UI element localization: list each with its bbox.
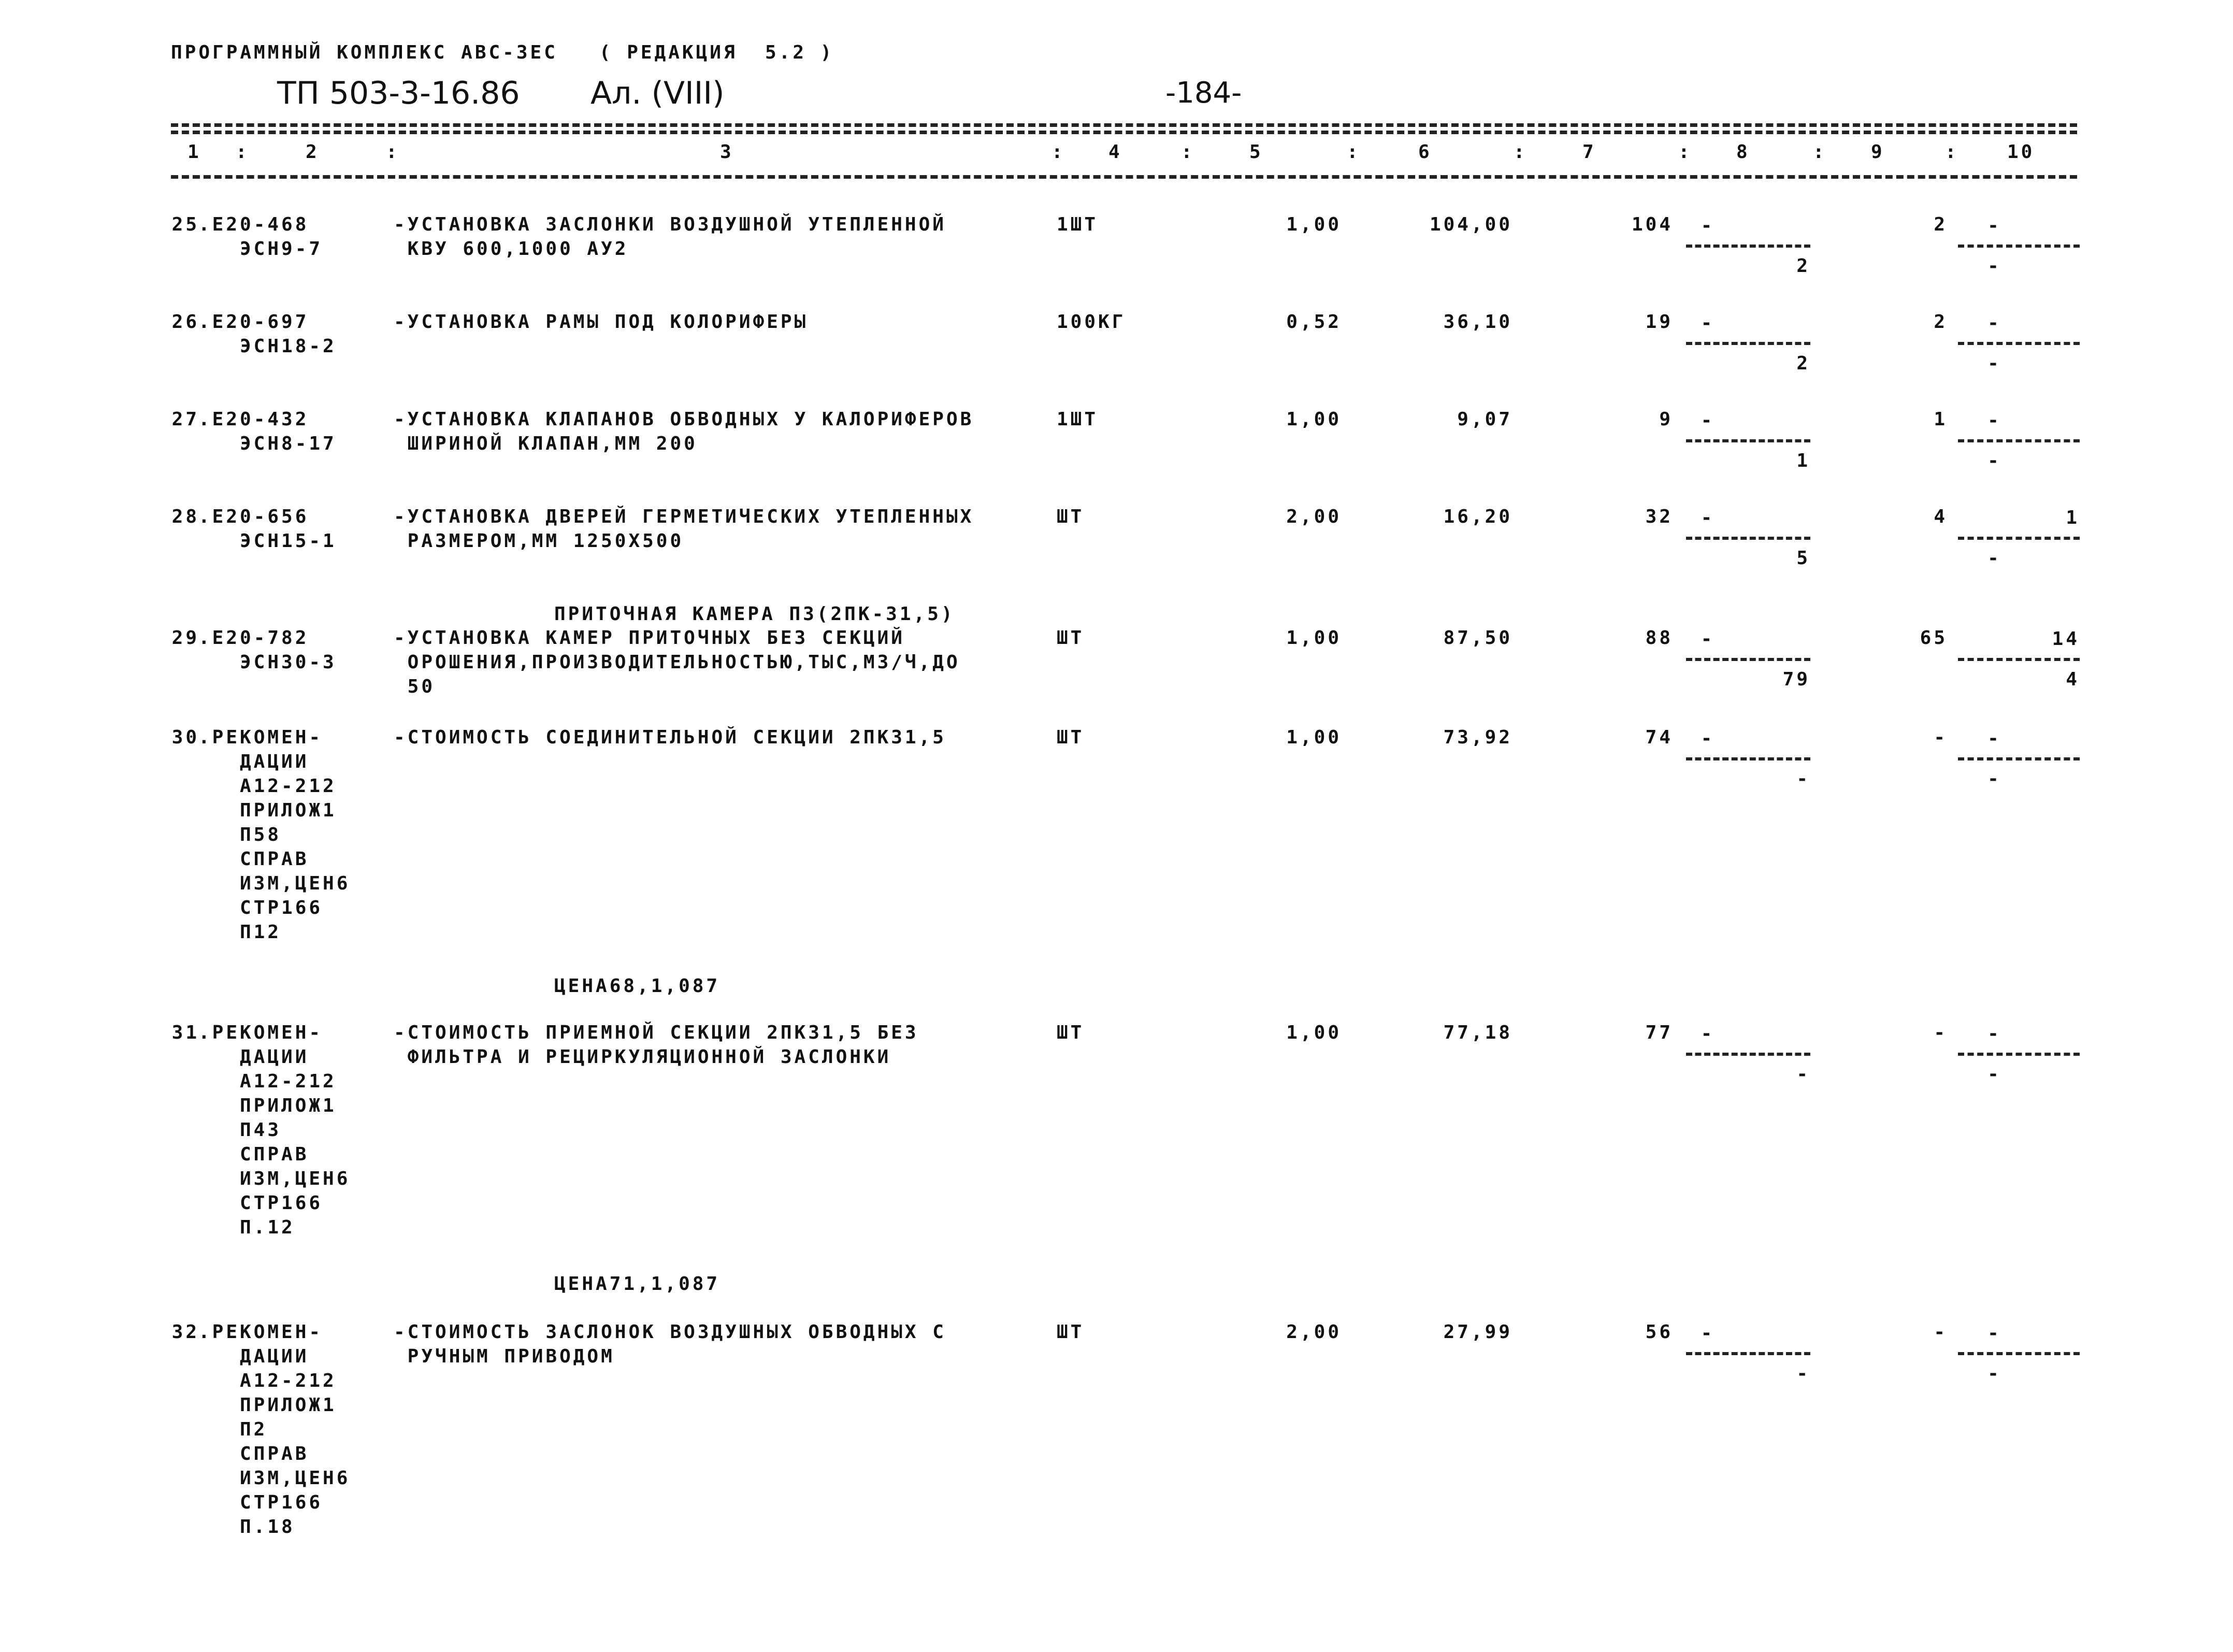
col10-denominator: - [1987,255,2001,277]
norm-code-line: .Е20-697 [198,311,309,333]
norm-code-line: П58 [240,824,282,845]
norm-code-line: СПРАВ [240,1443,309,1464]
unit-of-measure: ШТ [1057,727,1085,748]
col10-fraction-line [1958,439,2080,442]
total-cost: 19 [1645,311,1673,333]
row-number: 28 [171,506,199,527]
col8-denominator: 79 [1782,669,1810,690]
work-description-line: ШИРИНОЙ КЛАПАН,ММ 200 [394,433,698,454]
norm-code-line: .Е20-432 [198,409,309,430]
col-header-1: 1 [188,141,201,163]
unit-of-measure: ШТ [1057,627,1085,649]
col8-numerator: - [1701,215,1715,236]
col8-fraction-line [1686,757,1810,760]
quantity: 1,00 [1286,1022,1342,1043]
norm-code-line: А12-212 [240,1071,337,1092]
col8-denominator: - [1796,1064,1810,1085]
col-header-6: 6 [1418,141,1432,163]
col-separator: : [1051,141,1065,163]
quantity: 1,00 [1286,727,1342,748]
col-separator: : [386,141,400,163]
doc-code: ТП 503-3-16.86 [277,75,520,111]
col10-numerator: - [1987,410,2001,431]
col8-fraction-line [1686,245,1810,248]
unit-price: 77,18 [1443,1022,1512,1043]
col-header-4: 4 [1108,141,1122,163]
col10-denominator: - [1987,353,2001,374]
col10-fraction-line [1958,537,2080,540]
unit-price: 87,50 [1443,627,1512,649]
col8-fraction-line [1686,1053,1810,1056]
work-description-line: -УСТАНОВКА КЛАПАНОВ ОБВОДНЫХ У КАЛОРИФЕРОВ [394,409,974,430]
col10-numerator: - [1987,1023,2001,1044]
row-number: 31 [171,1022,199,1043]
col9-value: - [1934,727,1948,748]
col9-value: 65 [1920,627,1948,649]
norm-code-line: .Е20-782 [198,627,309,649]
unit-price: 16,20 [1443,506,1512,527]
norm-code-line: П12 [240,922,282,943]
work-description-line: -СТОИМОСТЬ СОЕДИНИТЕЛЬНОЙ СЕКЦИИ 2ПК31,5 [394,727,946,748]
total-cost: 9 [1659,409,1673,430]
price-footnote: ЦЕНА71,1,087 [554,1273,721,1295]
row-number: 29 [171,627,199,649]
norm-code-line: ПРИЛОЖ1 [240,1095,337,1116]
unit-of-measure: ШТ [1057,1321,1085,1343]
col8-denominator: 2 [1796,255,1810,277]
norm-code-line: П2 [240,1419,268,1440]
norm-code-line: А12-212 [240,775,337,797]
page-number: -184- [1165,76,1242,110]
col8-numerator: - [1701,1023,1715,1044]
col10-denominator: 4 [2066,669,2080,690]
col-header-8: 8 [1736,141,1750,163]
norm-code-line: СПРАВ [240,849,309,870]
row-number: 26 [171,311,199,333]
quantity: 1,00 [1286,409,1342,430]
col-header-10: 10 [2007,141,2035,163]
norm-code-line: ЭСН8-17 [240,433,337,454]
col10-numerator: - [1987,728,2001,749]
col10-fraction-line [1958,1352,2080,1355]
col8-numerator: - [1701,1323,1715,1344]
col8-denominator: 1 [1796,450,1810,471]
unit-of-measure: ШТ [1057,1022,1085,1043]
norm-code-line: ИЗМ,ЦЕН6 [240,873,351,894]
program-line: ПРОГРАММНЫЙ КОМПЛЕКС АВС-3ЕС ( РЕДАКЦИЯ 5.2 ) [171,42,834,63]
col10-fraction-line [1958,1053,2080,1056]
header-bottom-rule [171,175,2077,179]
norm-code-line: СТР166 [240,1193,323,1214]
col-separator: : [1813,141,1827,163]
norm-code-line: .РЕКОМЕН- [198,1022,323,1043]
col8-denominator: 2 [1796,353,1810,374]
unit-of-measure: ШТ [1057,506,1085,527]
col-header-2: 2 [306,141,320,163]
norm-code-line: ЭСН15-1 [240,530,337,552]
work-description-line: РУЧНЫМ ПРИВОДОМ [394,1346,615,1367]
quantity: 2,00 [1286,1321,1342,1343]
col8-numerator: - [1701,728,1715,749]
total-cost: 104 [1631,214,1673,235]
norm-code-line: ЭСН18-2 [240,336,337,357]
unit-of-measure: 1ШТ [1057,409,1099,430]
unit-price: 36,10 [1443,311,1512,333]
norm-code-line: ДАЦИИ [240,751,309,772]
norm-code-line: СТР166 [240,897,323,918]
unit-price: 73,92 [1443,727,1512,748]
col-separator: : [1514,141,1528,163]
col8-numerator: - [1701,507,1715,528]
unit-of-measure: 100КГ [1057,311,1126,333]
work-description-line: -СТОИМОСТЬ ПРИЕМНОЙ СЕКЦИИ 2ПК31,5 БЕЗ [394,1022,919,1043]
norm-code-line: СТР166 [240,1492,323,1513]
col9-value: - [1934,1321,1948,1343]
norm-code-line: ДАЦИИ [240,1346,309,1367]
work-description-line: -УСТАНОВКА ЗАСЛОНКИ ВОЗДУШНОЙ УТЕПЛЕННОЙ [394,214,946,235]
norm-code-line: П43 [240,1119,282,1141]
unit-price: 104,00 [1429,214,1512,235]
total-cost: 88 [1645,627,1673,649]
section-title: ПРИТОЧНАЯ КАМЕРА П3(2ПК-31,5) [554,604,955,625]
col-separator: : [1347,141,1361,163]
quantity: 1,00 [1286,214,1342,235]
work-description-line: ФИЛЬТРА И РЕЦИРКУЛЯЦИОННОЙ ЗАСЛОНКИ [394,1046,891,1068]
total-cost: 77 [1645,1022,1673,1043]
total-cost: 74 [1645,727,1673,748]
col10-numerator: - [1987,1323,2001,1344]
unit-price: 9,07 [1457,409,1512,430]
col-separator: : [1181,141,1195,163]
col10-denominator: - [1987,450,2001,471]
col8-numerator: - [1701,628,1715,650]
col-header-7: 7 [1582,141,1596,163]
col8-fraction-line [1686,439,1810,442]
col9-value: 4 [1934,506,1948,527]
col9-value: 1 [1934,409,1948,430]
col10-numerator: - [1987,312,2001,334]
col10-fraction-line [1958,658,2080,661]
norm-code-line: ДАЦИИ [240,1046,309,1068]
col-header-3: 3 [720,141,734,163]
col8-denominator: - [1796,1363,1810,1384]
norm-code-line: ИЗМ,ЦЕН6 [240,1168,351,1189]
col10-fraction-line [1958,245,2080,248]
row-number: 25 [171,214,199,235]
unit-price: 27,99 [1443,1321,1512,1343]
album-number: Ал. (VIII) [590,75,725,111]
col10-fraction-line [1958,757,2080,760]
norm-code-line: .РЕКОМЕН- [198,727,323,748]
col10-denominator: - [1987,768,2001,789]
work-description-line: КВУ 600,1000 АУ2 [394,238,629,260]
col8-fraction-line [1686,342,1810,345]
col-header-9: 9 [1871,141,1885,163]
col10-numerator: 1 [2066,507,2080,528]
total-cost: 56 [1645,1321,1673,1343]
col10-numerator: 14 [2052,628,2080,650]
col8-fraction-line [1686,537,1810,540]
col10-denominator: - [1987,1363,2001,1384]
work-description-line: РАЗМЕРОМ,ММ 1250Х500 [394,530,684,552]
row-number: 32 [171,1321,199,1343]
norm-code-line: ИЗМ,ЦЕН6 [240,1468,351,1489]
col8-fraction-line [1686,1352,1810,1355]
work-description-line: 50 [394,676,436,697]
col8-numerator: - [1701,410,1715,431]
row-number: 27 [171,409,199,430]
col8-denominator: - [1796,768,1810,789]
norm-code-line: ЭСН30-3 [240,652,337,673]
unit-of-measure: 1ШТ [1057,214,1099,235]
col-separator: : [1678,141,1692,163]
norm-code-line: .Е20-656 [198,506,309,527]
quantity: 2,00 [1286,506,1342,527]
norm-code-line: ЭСН9-7 [240,238,323,260]
quantity: 0,52 [1286,311,1342,333]
total-cost: 32 [1645,506,1673,527]
col-header-5: 5 [1249,141,1263,163]
norm-code-line: ПРИЛОЖ1 [240,1395,337,1416]
col8-numerator: - [1701,312,1715,334]
top-rule-1 [171,123,2077,127]
norm-code-line: П.18 [240,1516,295,1538]
col-separator: : [1945,141,1959,163]
work-description-line: ОРОШЕНИЯ,ПРОИЗВОДИТЕЛЬНОСТЬЮ,ТЫС,М3/Ч,ДО [394,652,960,673]
col10-numerator: - [1987,215,2001,236]
norm-code-line: ПРИЛОЖ1 [240,800,337,821]
work-description-line: -УСТАНОВКА ДВЕРЕЙ ГЕРМЕТИЧЕСКИХ УТЕПЛЕННЫХ [394,506,974,527]
norm-code-line: П.12 [240,1217,295,1238]
col10-denominator: - [1987,548,2001,569]
norm-code-line: .РЕКОМЕН- [198,1321,323,1343]
col10-denominator: - [1987,1064,2001,1085]
work-description-line: -УСТАНОВКА РАМЫ ПОД КОЛОРИФЕРЫ [394,311,809,333]
col8-denominator: 5 [1796,548,1810,569]
norm-code-line: А12-212 [240,1370,337,1391]
price-footnote: ЦЕНА68,1,087 [554,975,721,997]
col9-value: 2 [1934,311,1948,333]
top-rule-2 [171,131,2077,134]
work-description-line: -СТОИМОСТЬ ЗАСЛОНОК ВОЗДУШНЫХ ОБВОДНЫХ С [394,1321,946,1343]
col10-fraction-line [1958,342,2080,345]
norm-code-line: .Е20-468 [198,214,309,235]
col9-value: - [1934,1022,1948,1043]
work-description-line: -УСТАНОВКА КАМЕР ПРИТОЧНЫХ БЕЗ СЕКЦИЙ [394,627,905,649]
row-number: 30 [171,727,199,748]
col-separator: : [236,141,250,163]
col9-value: 2 [1934,214,1948,235]
col8-fraction-line [1686,658,1810,661]
norm-code-line: СПРАВ [240,1144,309,1165]
quantity: 1,00 [1286,627,1342,649]
